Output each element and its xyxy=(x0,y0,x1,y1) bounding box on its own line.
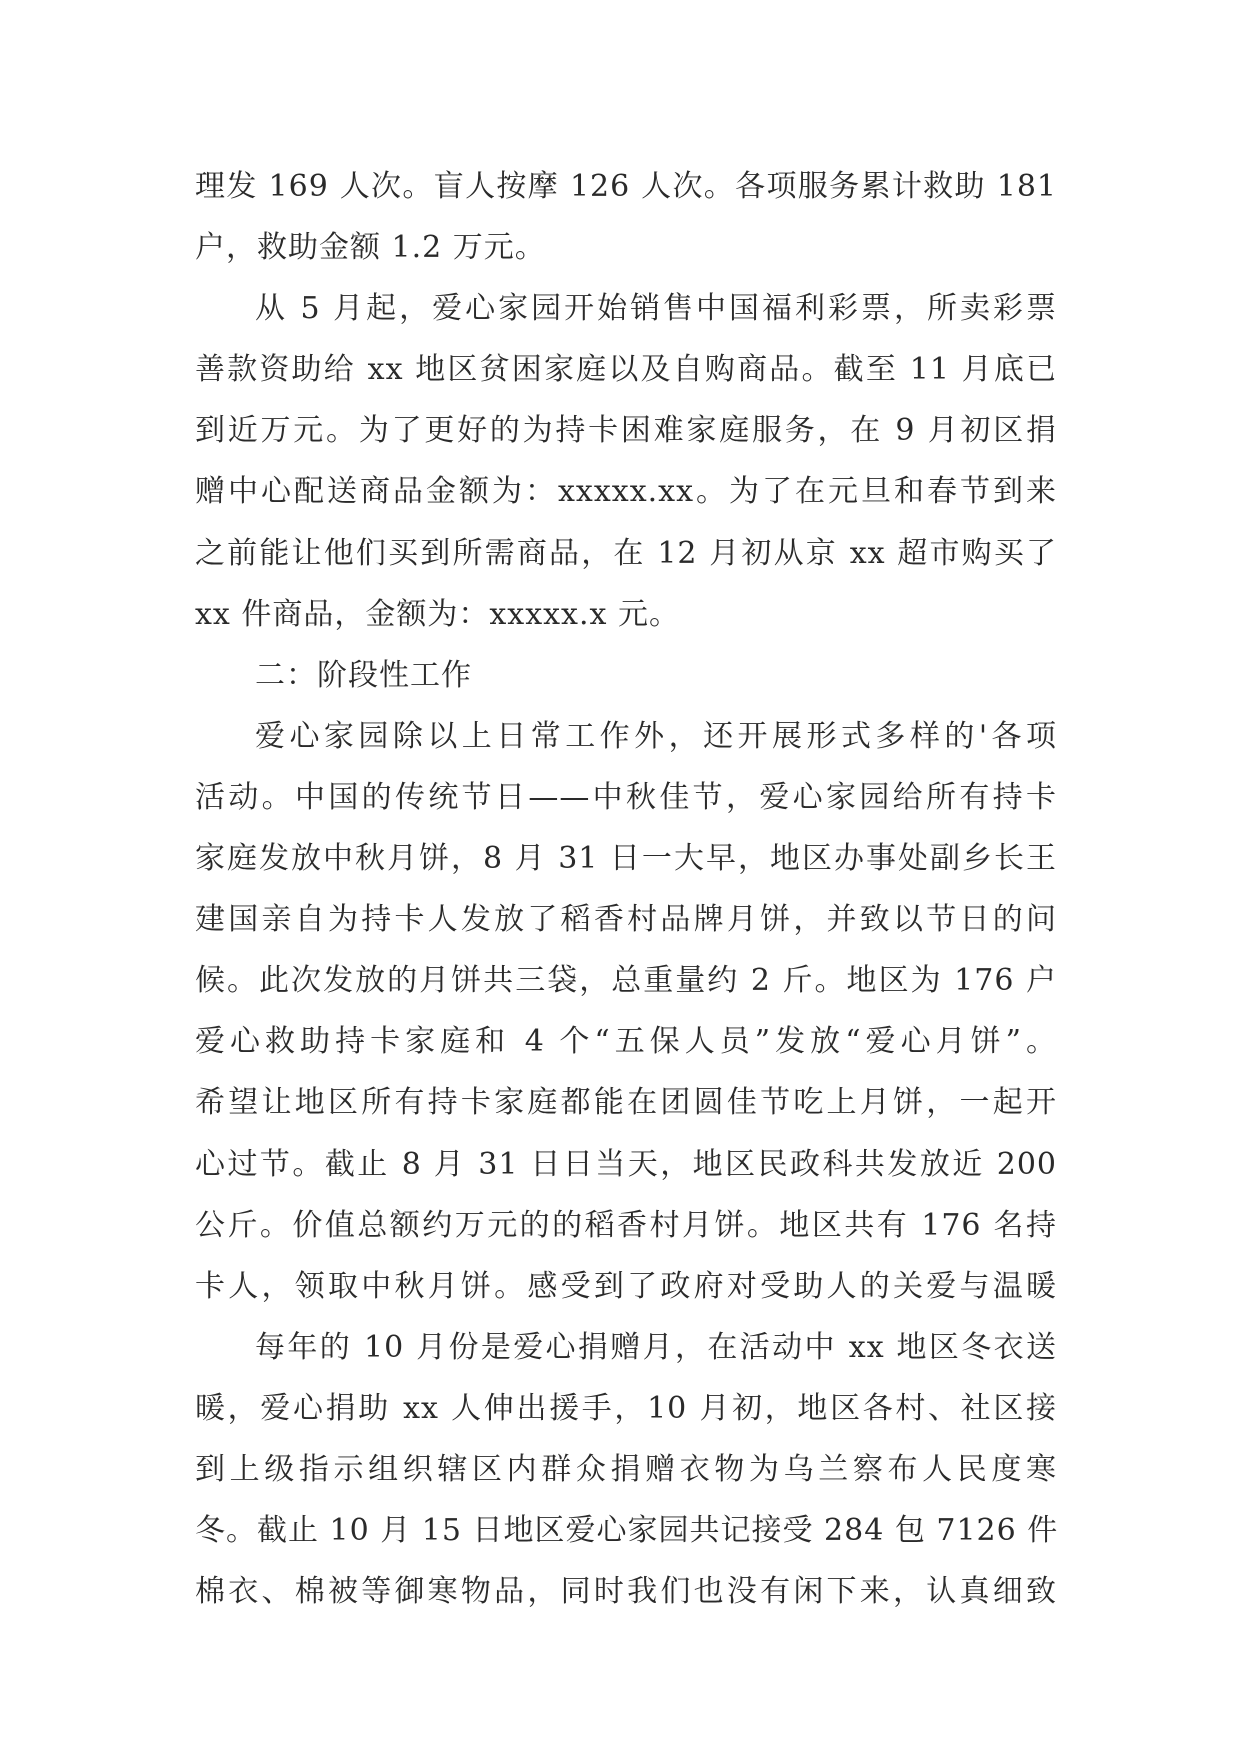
text-line: 活动。中国的传统节日——中秋佳节，爱心家园给所有持卡 xyxy=(195,779,1057,815)
text-line: 爱心家园除以上日常工作外，还开展形式多样的'各项 xyxy=(255,718,1057,754)
text-line: 之前能让他们买到所需商品，在 12 月初从京 xx 超市购买了 xyxy=(195,535,1057,571)
text-line: 每年的 10 月份是爱心捐赠月，在活动中 xx 地区冬衣送 xyxy=(255,1329,1057,1365)
text-line: 爱心救助持卡家庭和 4 个“五保人员”发放“爱心月饼”。 xyxy=(195,1024,1057,1060)
text-line: 家庭发放中秋月饼，8 月 31 日一大早，地区办事处副乡长王 xyxy=(195,841,1057,877)
text-line: 到上级指示组织辖区内群众捐赠衣物为乌兰察布人民度寒 xyxy=(195,1451,1057,1487)
text-line: xx 件商品，金额为：xxxxx.x 元。 xyxy=(195,596,680,632)
text-line: 候。此次发放的月饼共三袋，总重量约 2 斤。地区为 176 户 xyxy=(195,963,1057,999)
text-line: 希望让地区所有持卡家庭都能在团圆佳节吃上月饼，一起开 xyxy=(195,1085,1057,1121)
text-line: 赠中心配送商品金额为：xxxxx.xx。为了在元旦和春节到来 xyxy=(195,474,1057,510)
text-line: 公斤。价值总额约万元的的稻香村月饼。地区共有 176 名持 xyxy=(195,1207,1057,1243)
text-line: 户，救助金额 1.2 万元。 xyxy=(195,230,546,266)
text-line: 到近万元。为了更好的为持卡困难家庭服务，在 9 月初区捐 xyxy=(195,413,1057,449)
text-line: 建国亲自为持卡人发放了稻香村品牌月饼，并致以节日的问 xyxy=(195,902,1057,938)
text-line: 卡人，领取中秋月饼。感受到了政府对受助人的关爱与温暖 xyxy=(195,1268,1057,1304)
text-line: 暖，爱心捐助 xx 人伸出援手，10 月初，地区各村、社区接 xyxy=(195,1390,1057,1426)
text-line: 善款资助给 xx 地区贫困家庭以及自购商品。截至 11 月底已 xyxy=(195,352,1057,388)
text-line: 从 5 月起，爱心家园开始销售中国福利彩票，所卖彩票 xyxy=(255,291,1057,327)
text-line: 棉衣、棉被等御寒物品，同时我们也没有闲下来，认真细致 xyxy=(195,1574,1057,1610)
body-text xyxy=(195,156,1057,1622)
text-line: 心过节。截止 8 月 31 日日当天，地区民政科共发放近 200 xyxy=(195,1146,1057,1182)
text-line: 理发 169 人次。盲人按摩 126 人次。各项服务累计救助 181 xyxy=(195,169,1057,204)
section-heading: 二：阶段性工作 xyxy=(255,657,472,693)
text-line: 冬。截止 10 月 15 日地区爱心家园共记接受 284 包 7126 件 xyxy=(195,1513,1059,1549)
